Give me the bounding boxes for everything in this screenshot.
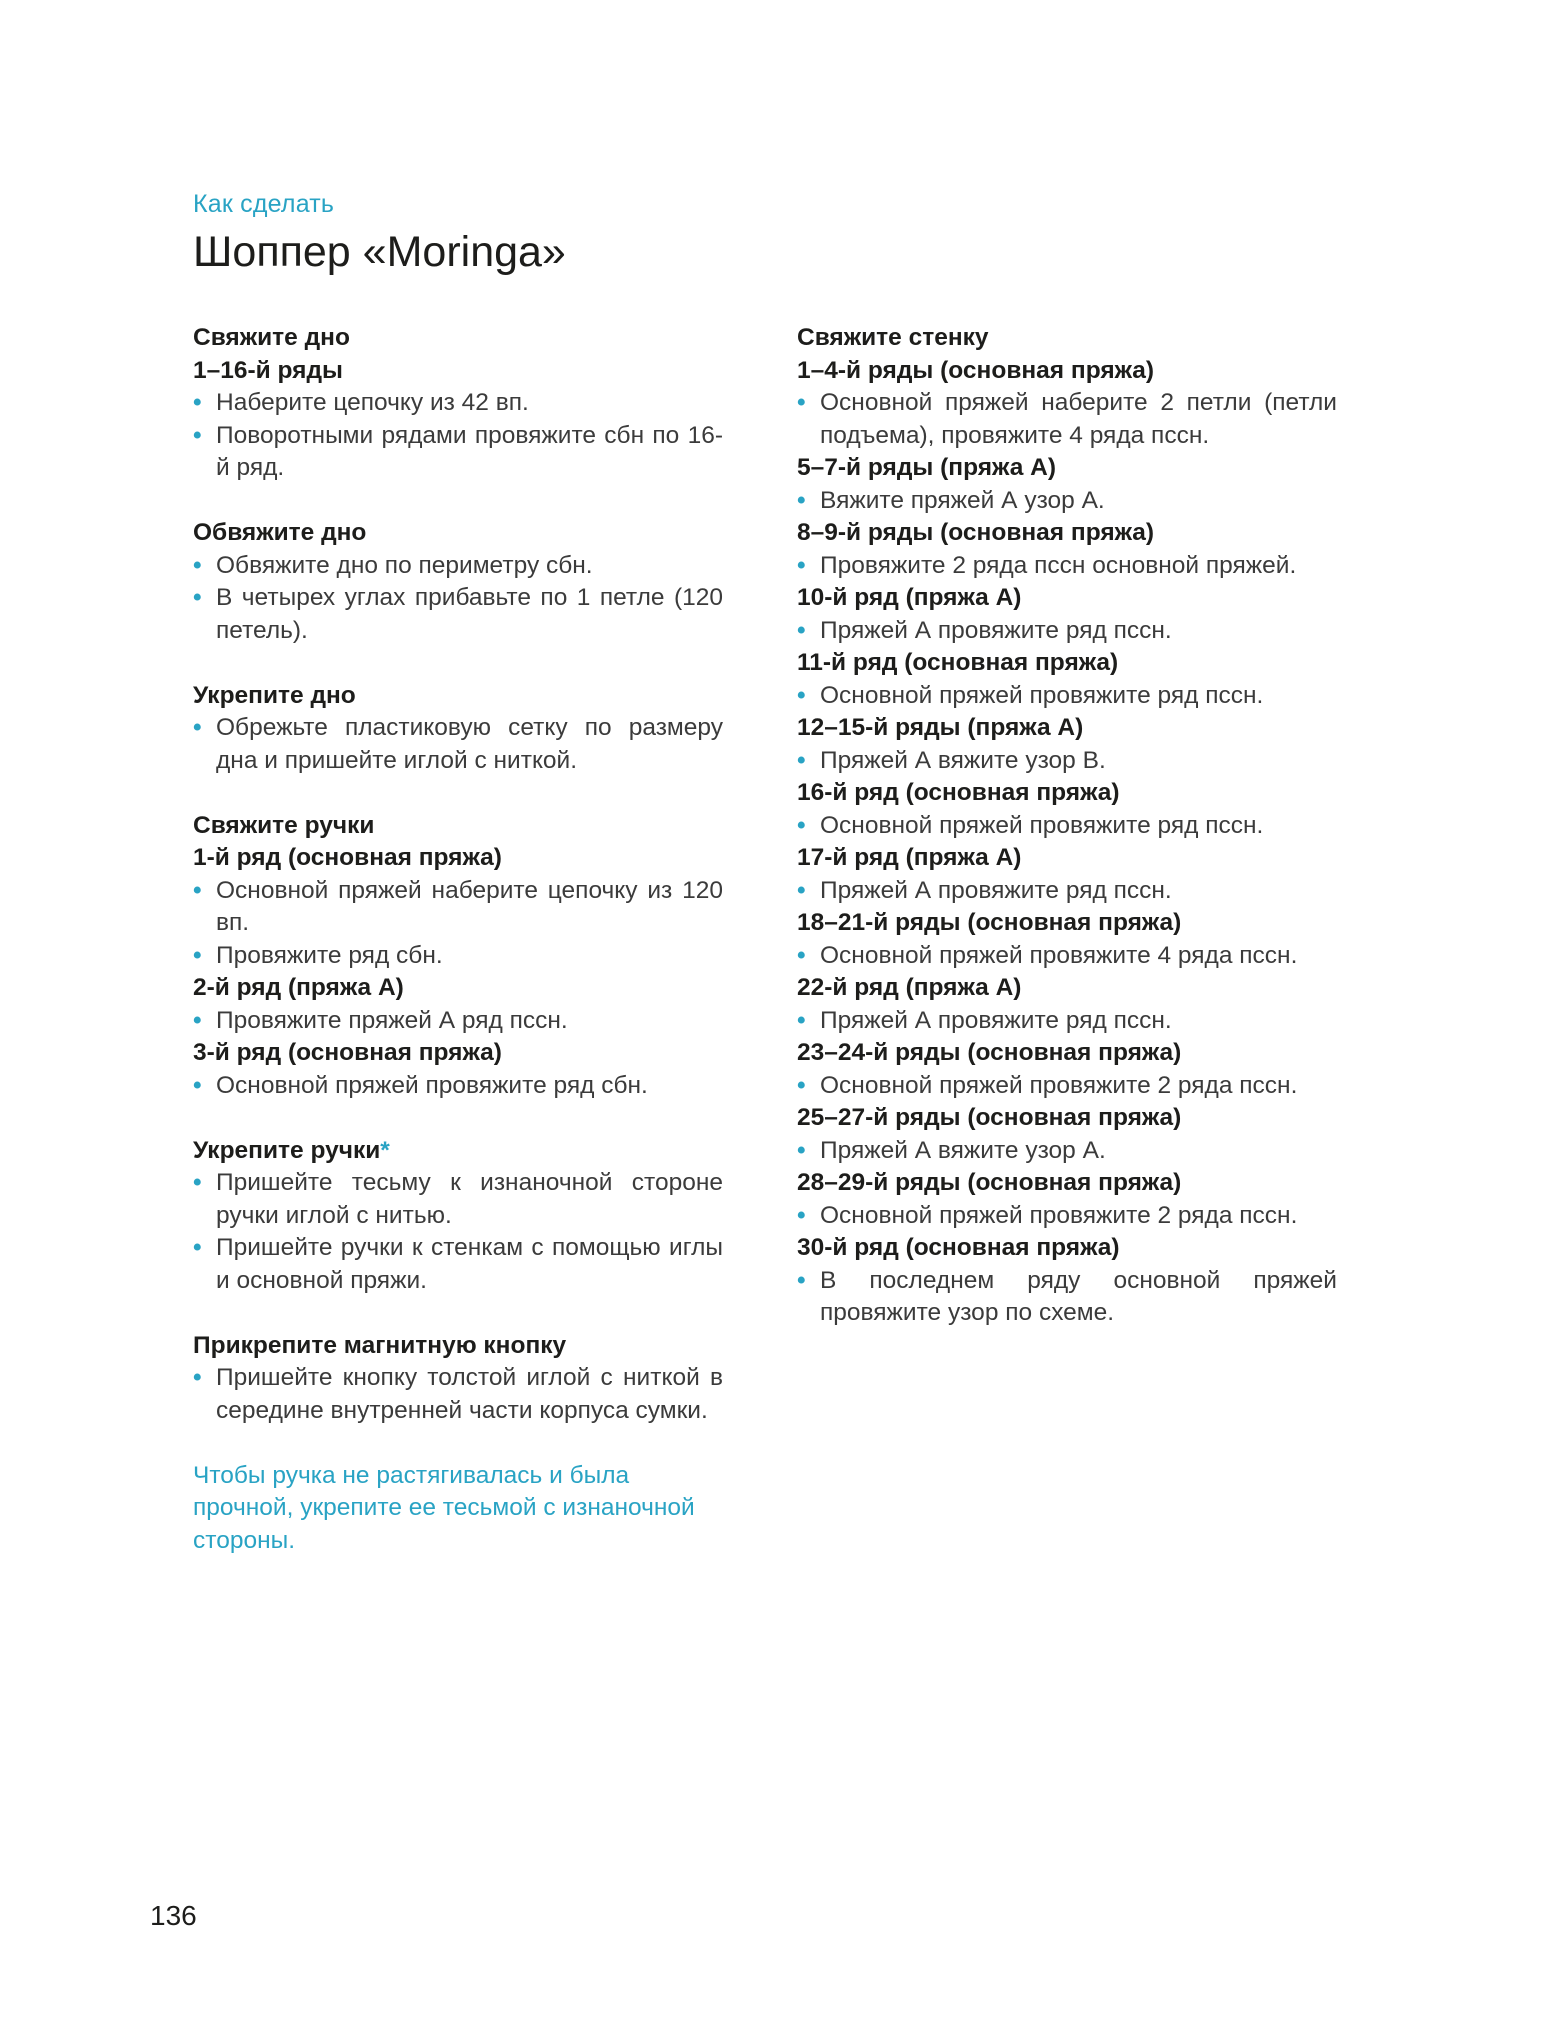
- list-item: • Пряжей А вяжите узор А.: [797, 1135, 1337, 1168]
- footnote-marker: *: [380, 1136, 390, 1164]
- bullet-icon: •: [193, 876, 202, 904]
- list-item: • Основной пряжей провяжите 4 ряда пссн.: [797, 940, 1337, 973]
- section-heading: Свяжите дно: [193, 324, 350, 351]
- list-item: • Пришейте тесьму к изнаночной стороне ручки иглой с нитью.: [193, 1169, 723, 1229]
- section-heading: Укрепите ручки*: [193, 1136, 390, 1164]
- row-range: 25–27-й ряды (основная пряжа): [797, 1104, 1182, 1131]
- list-item: • Основной пряжей провяжите ряд пссн.: [797, 680, 1337, 713]
- bullet-icon: •: [797, 811, 806, 839]
- section-knit-bottom: [193, 322, 723, 485]
- row-range: 22-й ряд (пряжа А): [797, 974, 1022, 1001]
- section-knit-handles: [193, 810, 723, 1103]
- section-reinforce-bottom: [193, 680, 723, 778]
- bullet-icon: •: [797, 1006, 806, 1034]
- row-range: 18–21-й ряды (основная пряжа): [797, 909, 1182, 936]
- bullet-icon: •: [797, 1136, 806, 1164]
- list-item: • Провяжите ряд сбн.: [193, 940, 723, 973]
- list-item: • Провяжите 2 ряда пссн основной пряжей.: [797, 550, 1337, 583]
- list-item: • Основной пряжей провяжите ряд пссн.: [797, 810, 1337, 843]
- bullet-icon: •: [193, 584, 202, 611]
- bullet-icon: •: [797, 681, 806, 709]
- list-item: • Обрежьте пластиковую сетку по размеру дна и пришейте иглой с ниткой.: [193, 714, 723, 774]
- bullet-icon: •: [193, 941, 202, 969]
- bullet-icon: •: [193, 1364, 202, 1391]
- section-heading: Свяжите ручки: [193, 811, 375, 839]
- bullet-icon: •: [193, 714, 202, 741]
- row-range: 1-й ряд (основная пряжа): [193, 844, 502, 871]
- row-range: 10-й ряд (пряжа А): [797, 584, 1022, 611]
- list-item: • Пряжей А провяжите ряд пссн.: [797, 615, 1337, 648]
- section-magnetic-button: [193, 1330, 723, 1428]
- section-heading: Укрепите дно: [193, 681, 356, 709]
- section-reinforce-handles: [193, 1135, 723, 1298]
- bullet-icon: •: [193, 421, 202, 449]
- list-item: • Основной пряжей провяжите 2 ряда пссн.: [797, 1200, 1337, 1233]
- list-item: • В последнем ряду основной пряжей провяжите узор по схеме.: [797, 1266, 1337, 1326]
- list-item: • Провяжите пряжей А ряд пссн.: [193, 1005, 723, 1038]
- bullet-icon: •: [797, 1201, 806, 1229]
- row-range: 8–9-й ряды (основная пряжа): [797, 519, 1155, 546]
- bullet-icon: •: [797, 876, 806, 904]
- row-range: 17-й ряд (пряжа А): [797, 844, 1022, 871]
- bullet-icon: •: [193, 1169, 202, 1196]
- section-heading: Обвяжите дно: [193, 519, 367, 546]
- right-column: [797, 322, 1337, 1330]
- list-item: • Основной пряжей провяжите ряд сбн.: [193, 1070, 723, 1103]
- row-range: 5–7-й ряды (пряжа А): [797, 454, 1056, 481]
- row-range: 23–24-й ряды (основная пряжа): [797, 1039, 1182, 1066]
- list-item: • Поворотными рядами провяжите сбн по 16-й ряд.: [193, 421, 723, 481]
- list-item: • Наберите цепочку из 42 вп.: [193, 387, 723, 420]
- bullet-icon: •: [797, 1071, 806, 1099]
- list-item: • Пряжей А вяжите узор В.: [797, 745, 1337, 778]
- section-kicker: Как сделать: [193, 190, 335, 218]
- row-range: 11-й ряд (основная пряжа): [797, 649, 1119, 676]
- list-item: • Основной пряжей наберите цепочку из 120 вп.: [193, 876, 723, 936]
- bullet-icon: •: [797, 746, 806, 774]
- footnote: Чтобы ручка не растягивалась и была прочной, укрепите ее тесьмой с изнаночной стороны.: [193, 1461, 695, 1554]
- left-column: [193, 322, 723, 1557]
- row-range: 1–16-й ряды: [193, 356, 343, 384]
- row-range: 2-й ряд (пряжа А): [193, 974, 404, 1001]
- list-item: • Пряжей А провяжите ряд пссн.: [797, 875, 1337, 908]
- bullet-icon: •: [797, 1266, 806, 1294]
- bullet-icon: •: [193, 1071, 202, 1099]
- section-heading: Прикрепите магнитную кнопку: [193, 1331, 567, 1359]
- page-title: Шоппер «Moringa»: [193, 228, 566, 276]
- list-item: • В четырех углах прибавьте по 1 петле (120 петель).: [193, 584, 723, 644]
- row-range: 12–15-й ряды (пряжа А): [797, 714, 1084, 741]
- page-number: 136: [150, 1900, 197, 1931]
- list-item: • Пряжей А провяжите ряд пссн.: [797, 1005, 1337, 1038]
- list-item: • Основной пряжей наберите 2 петли (петли подъема), провяжите 4 ряда пссн.: [797, 389, 1337, 449]
- bullet-icon: •: [193, 389, 202, 416]
- row-range: 1–4-й ряды (основная пряжа): [797, 356, 1155, 384]
- bullet-icon: •: [797, 616, 806, 644]
- row-range: 16-й ряд (основная пряжа): [797, 779, 1120, 806]
- bullet-icon: •: [193, 551, 202, 579]
- list-item: • Обвяжите дно по периметру сбн.: [193, 550, 723, 583]
- row-range: 30-й ряд (основная пряжа): [797, 1234, 1120, 1261]
- list-item: • Пришейте ручки к стенкам с помощью иглы и основной пряжи.: [193, 1234, 723, 1294]
- bullet-icon: •: [193, 1234, 202, 1261]
- list-item: • Вяжите пряжей А узор А.: [797, 485, 1337, 518]
- section-heading: Свяжите стенку: [797, 324, 989, 351]
- bullet-icon: •: [797, 486, 806, 514]
- bullet-icon: •: [797, 941, 806, 969]
- list-item: • Основной пряжей провяжите 2 ряда пссн.: [797, 1070, 1337, 1103]
- row-range: 3-й ряд (основная пряжа): [193, 1039, 502, 1066]
- list-item: • Пришейте кнопку толстой иглой с ниткой в середине внутренней части корпуса сумки.: [193, 1364, 723, 1424]
- bullet-icon: •: [193, 1006, 202, 1034]
- row-range: 28–29-й ряды (основная пряжа): [797, 1169, 1182, 1196]
- bullet-icon: •: [797, 551, 806, 579]
- bullet-icon: •: [797, 389, 806, 416]
- section-edge-bottom: [193, 517, 723, 647]
